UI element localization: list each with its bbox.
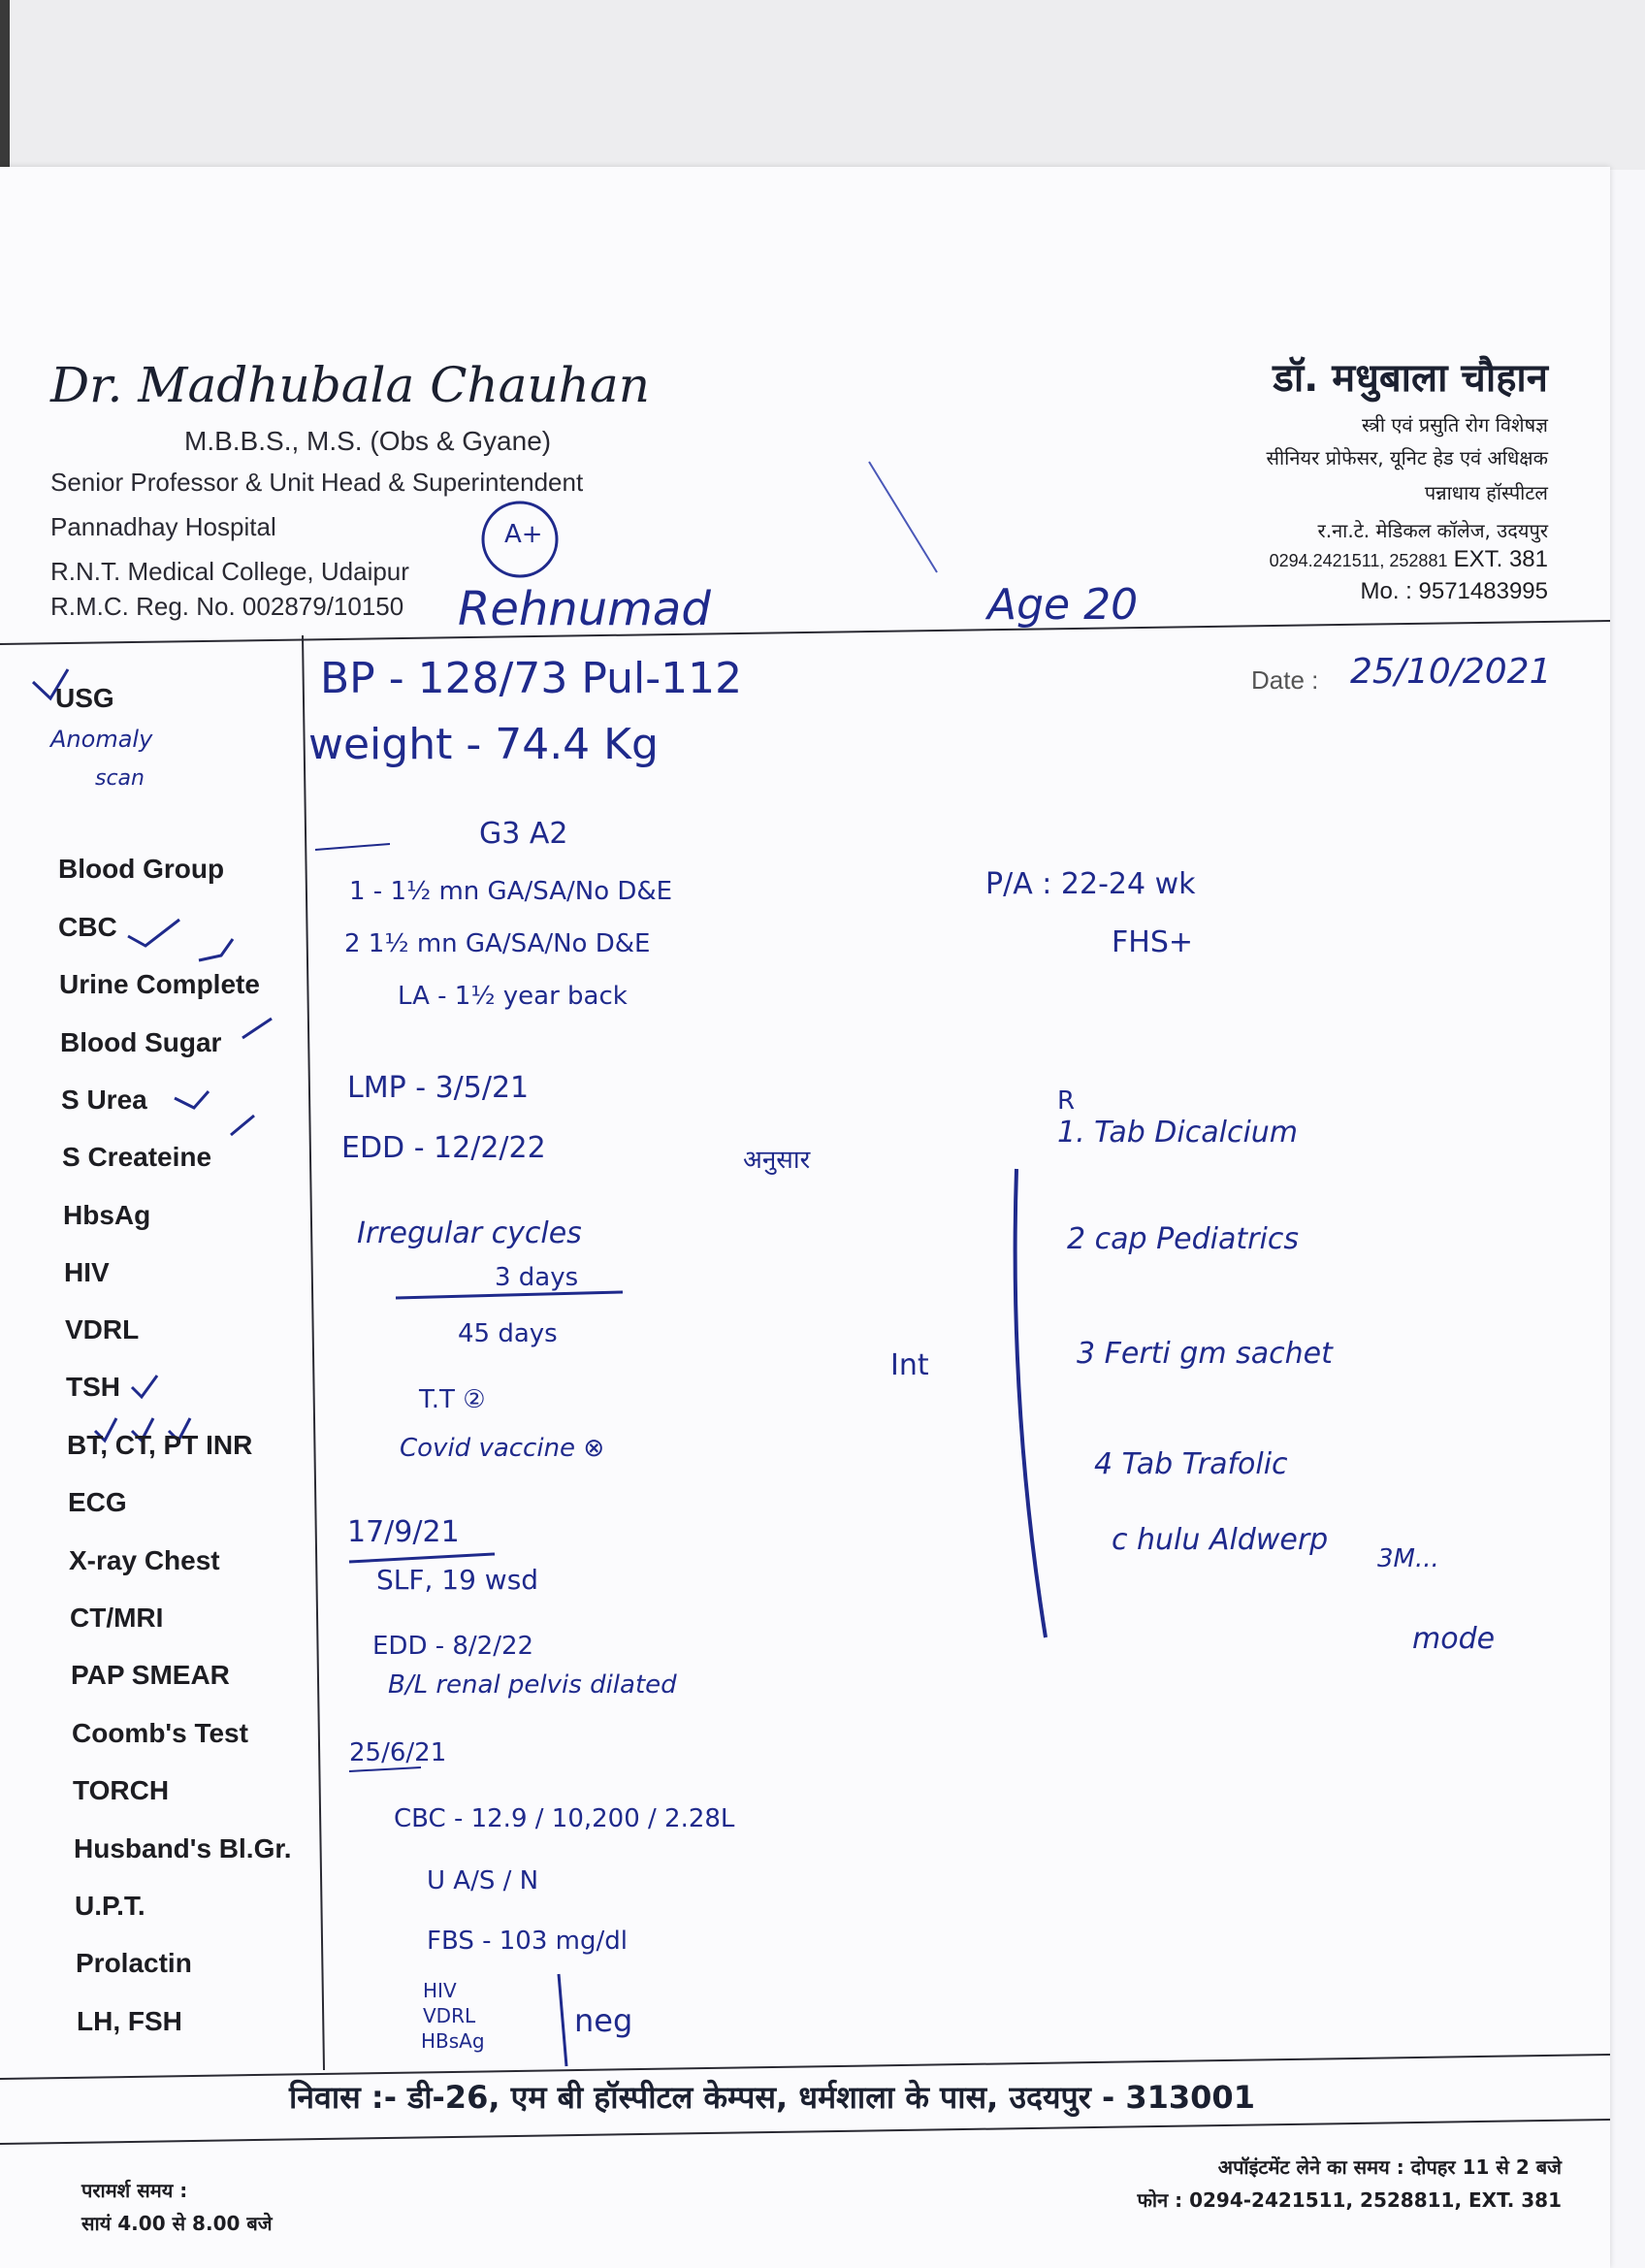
note-neg: neg [574,2002,633,2039]
test-item-upt: U.P.T. [75,1891,145,1921]
date-label: Date : [1251,665,1319,695]
test-item-lh-fsh: LH, FSH [77,2006,182,2036]
tests-column-divider [303,635,324,2070]
note-vdrl: VDRL [423,2004,476,2027]
check-creatinine [231,1116,254,1135]
footer-residence: निवास :- डी-26, एम बी हॉस्पीटल केम्पस, धर्मशाला के पास, उदयपुर - 313001 [289,2079,1255,2116]
consult-time: सायं 4.00 से 8.00 बजे [81,2212,273,2235]
note-hbsag: HBsAg [421,2029,485,2053]
position-en: Senior Professor & Unit Head & Superintendent [50,468,584,497]
test-item-ct-mri: CT/MRI [70,1603,164,1633]
note-fhs: FHS+ [1112,925,1193,959]
note-weight: weight - 74.4 Kg [308,720,659,769]
rx-symbol: R [1057,1086,1076,1116]
blood-group-mark: A+ [504,520,543,549]
note-date-3: 25/6/21 [349,1738,447,1767]
test-item-s-urea: S Urea [61,1085,147,1115]
test-item-pap-smear: PAP SMEAR [71,1660,230,1690]
check-urea [175,1091,209,1108]
college-en: R.N.T. Medical College, Udaipur [50,557,409,586]
note-edd-2: EDD - 8/2/22 [372,1632,534,1661]
consult-label: परामर्श समय : [81,2179,188,2202]
test-item-vdrl: VDRL [65,1314,140,1345]
note-vitals: BP - 128/73 Pul-112 [320,654,743,703]
note-cycles-1: Irregular cycles [357,1216,582,1250]
note-scan: SLF, 19 wsd [376,1564,539,1596]
rx-line-4: 4 Tab Trafolic [1094,1447,1288,1481]
usg-note-2: scan [95,766,145,791]
degrees: M.B.B.S., M.S. (Obs & Gyane) [184,426,552,456]
note-lmp: LMP - 3/5/21 [347,1071,530,1105]
underline-date2 [349,1554,495,1562]
test-item-cbc: CBC [58,912,117,942]
note-urine: U A/S / N [427,1866,539,1895]
note-obs-3: LA - 1½ year back [398,982,628,1011]
note-int: Int [890,1348,929,1382]
hospital-hi: पन्नाधाय हॉस्पीटल [1424,481,1548,504]
test-item-bt-ct-pt: BT, CT, PT INR [67,1430,253,1460]
rx-line-1: 1. Tab Dicalcium [1057,1116,1299,1150]
reg-no: R.M.C. Reg. No. 002879/10150 [50,592,404,621]
note-covid: Covid vaccine ⊗ [400,1434,605,1463]
test-item-ecg: ECG [68,1487,127,1517]
check-cbc [128,920,179,946]
rx-line-2: 2 cap Pediatrics [1067,1222,1299,1256]
note-fbs: FBS - 103 mg/dl [427,1927,628,1956]
usg-note-1: Anomaly [50,726,153,753]
patient-age: Age 20 [987,580,1139,630]
date-value: 25/10/2021 [1350,652,1552,692]
rx-line-5: c hulu Aldwerp [1112,1523,1329,1557]
rx-line-6: 3M... [1377,1544,1439,1573]
rx-line-7: mode [1412,1622,1496,1656]
note-renal: B/L renal pelvis dilated [388,1670,677,1700]
speciality-hi: स्त्री एवं प्रसुति रोग विशेषज्ञ [1362,413,1548,437]
footer-divider-bottom [0,2120,1610,2144]
note-cycles-2: 3 days [495,1263,579,1292]
test-item-blood-group: Blood Group [58,854,225,884]
note-obs-2: 2 1½ mn GA/SA/No D&E [344,929,651,958]
note-obs-1: 1 - 1½ mn GA/SA/No D&E [349,877,673,906]
phone-ext: EXT. 381 [1453,546,1548,572]
test-item-coombs: Coomb's Test [72,1718,248,1748]
position-hi: सीनियर प्रोफेसर, यूनिट हेड एवं अधिक्षक [1266,446,1548,470]
underline-booked [315,844,390,850]
doctor-name-hi: डॉ. मधुबाला चौहान [1273,356,1548,401]
doctor-name-en: Dr. Madhubala Chauhan [50,357,650,413]
appointment-time: अपॉइंटमेंट लेने का समय : दोपहर 11 से 2 बजे [1217,2155,1562,2179]
note-cycles-3: 45 days [458,1319,558,1348]
test-item-prolactin: Prolactin [76,1948,192,1978]
note-hindi: अनुसार [743,1146,811,1175]
note-hiv: HIV [423,1979,457,2002]
check-sugar [242,1019,272,1038]
note-edd: EDD - 12/2/22 [341,1131,546,1165]
test-item-blood-sugar: Blood Sugar [60,1027,222,1057]
test-item-hbsag: HbsAg [63,1200,151,1230]
test-item-xray: X-ray Chest [69,1545,220,1575]
neg-bracket [559,1974,566,2066]
mobile: Mo. : 9571483995 [1360,578,1548,604]
note-date-2: 17/9/21 [347,1515,460,1549]
test-item-torch: TORCH [73,1775,170,1805]
test-item-usg: USG [55,683,114,713]
pen-stroke-diagonal [869,462,937,572]
patient-name: Rehnumad [458,582,711,636]
test-item-hiv: HIV [64,1257,110,1287]
test-item-husband-bg: Husband's Bl.Gr. [74,1833,292,1863]
college-hi: र.ना.टे. मेडिकल कॉलेज, उदयपुर [1317,519,1548,542]
note-cbc: CBC - 12.9 / 10,200 / 2.28L [394,1804,735,1833]
note-tt: T.T ② [419,1385,486,1414]
test-item-tsh: TSH [66,1372,120,1402]
check-urine [199,939,233,960]
note-obstetric: G3 A2 [479,817,568,851]
underline-cycles [396,1292,623,1298]
test-item-s-creatinine: S Createine [62,1142,212,1172]
underline-date3 [349,1767,421,1771]
test-item-urine: Urine Complete [59,969,260,999]
hospital-en: Pannadhay Hospital [50,512,276,541]
header-divider [0,621,1610,644]
phone-numbers: 0294.2421511, 252881 [1269,551,1448,570]
rx-bracket [1016,1169,1046,1637]
note-pa: P/A : 22-24 wk [985,867,1196,901]
rx-line-3: 3 Ferti gm sachet [1077,1337,1333,1371]
check-tsh [132,1376,157,1397]
footer-phone: फोन : 0294-2421511, 2528811, EXT. 381 [1137,2188,1562,2212]
